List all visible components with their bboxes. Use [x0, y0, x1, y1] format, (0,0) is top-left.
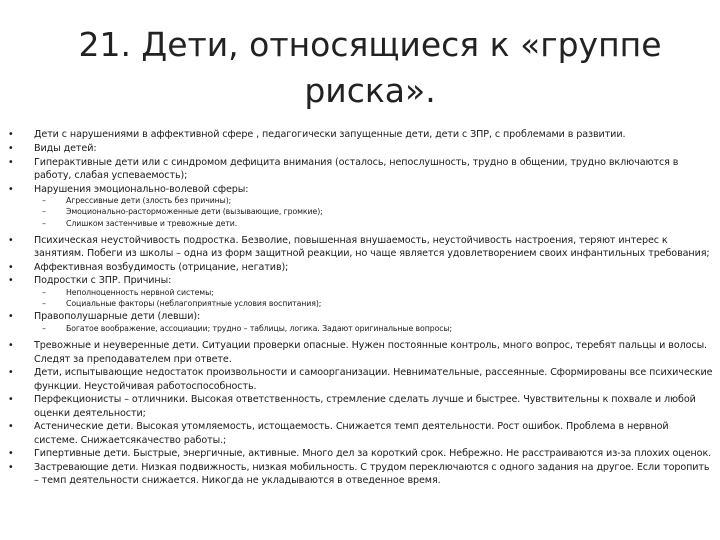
dash-icon: – [42, 288, 46, 298]
bullet-icon: • [8, 421, 14, 433]
slide-title-line-2: риска». [304, 71, 436, 110]
dash-icon: – [42, 324, 46, 334]
list-item-text: Гипертивные дети. Быстрые, энергичные, активные. Много дел за короткий срок. Небрежно. Не расстраиваются из-за плохих оценок. [34, 448, 712, 460]
bullet-icon: • [8, 462, 14, 474]
list-item-text: Перфекционисты – отличники. Высокая ответственность, стремление сделать лучше и быстрее. Чувствительны к похвале и любой оценки деятельности; [34, 394, 696, 419]
slide-content [8, 128, 714, 488]
dash-icon: – [42, 299, 46, 309]
bullet-icon: • [8, 183, 14, 195]
bullet-icon: • [8, 129, 14, 140]
list-item [8, 393, 714, 419]
bullet-icon: • [8, 448, 14, 460]
bullet-icon: • [8, 142, 14, 154]
list-item [8, 156, 714, 182]
list-item [8, 234, 714, 260]
bullet-icon: • [8, 156, 14, 168]
sub-list-item [8, 288, 714, 299]
list-item-text: Подростки с ЗПР. Причины: [34, 275, 172, 287]
list-item [8, 274, 714, 287]
sub-list-item [8, 196, 714, 207]
list-item [8, 128, 714, 141]
bullet-icon: • [8, 367, 14, 379]
list-item-text: Виды детей: [34, 142, 97, 154]
list-item [8, 310, 714, 323]
sub-list-item-text: Богатое воображение, ассоциации; трудно – таблицы, логика. Задают оригинальные вопросы; [66, 324, 453, 334]
list-item [8, 420, 714, 446]
bullet-icon: • [8, 394, 14, 406]
list-item-text: Нарушения эмоционально-волевой сферы: [34, 183, 249, 195]
list-item-text: Дети, испытывающие недостаток произвольности и самоорганизации. Невнимательные, рассеянные. Сформированы все психические функции. Неустойчивая работоспособность. [34, 367, 713, 392]
dash-icon: – [42, 196, 46, 206]
list-item [8, 142, 714, 155]
bullet-icon: • [8, 234, 14, 246]
sub-list-item [8, 207, 714, 218]
dash-icon: – [42, 218, 46, 228]
list-item-text: Дети с нарушениями в аффективной сфере , педагогически запущенные дети, дети с ЗПР, с проблемами в развитии. [34, 129, 626, 140]
sub-list-item-text: Слишком застенчивые и тревожные дети. [66, 218, 238, 228]
list-item [8, 461, 714, 487]
sub-list-item [8, 299, 714, 310]
sub-list-item-text: Эмоционально-расторможенные дети (вызывающие, громкие); [66, 207, 323, 217]
bullet-icon: • [8, 311, 14, 323]
list-item [8, 183, 714, 196]
list-item [8, 261, 714, 274]
list-item-text: Психическая неустойчивость подростка. Безволие, повышенная внушаемость, неустойчивость настроения, теряют интерес к занятиям. Побеги из школы – одна из форм защитной реакции, но чаще является удовлетворением своих инфантильных требования; [34, 234, 710, 259]
list-item-text: Тревожные и неуверенные дети. Ситуации проверки опасные. Нужен постоянные контроль, много вопрос, теребят пальцы и волосы. Следят за преподавателем при ответе. [34, 340, 707, 365]
sub-list-item-text: Агрессивные дети (злость без причины); [66, 196, 232, 206]
list-item-text: Гиперактивные дети или с синдромом дефицита внимания (осталось, непослушность, трудно в общении, трудно включаются в работу, слабая успеваемость); [34, 156, 679, 181]
list-item [8, 366, 714, 392]
slide-title [60, 22, 680, 114]
bullet-icon: • [8, 275, 14, 287]
list-item-text: Правополушарные дети (левши): [34, 311, 201, 323]
bullet-icon: • [8, 261, 14, 273]
list-item-text: Застревающие дети. Низкая подвижность, низкая мобильность. С трудом переключаются с одного задания на другое. Если торопить – темп деятельности снижается. Никогда не укладываются в отведенное время. [34, 462, 710, 487]
sub-list-item-text: Социальные факторы (неблагоприятные условия воспитания); [66, 299, 322, 309]
sub-list-item [8, 219, 714, 230]
list-item [8, 447, 714, 460]
sub-list-item [8, 324, 714, 335]
sub-list-item-text: Неполноценность нервной системы; [66, 288, 214, 298]
list-item [8, 339, 714, 365]
slide-title-line-1: 21. Дети, относящиеся к «группе [78, 25, 662, 64]
dash-icon: – [42, 207, 46, 217]
list-item-text: Астенические дети. Высокая утомляемость, истощаемость. Снижается темп деятельности. Рост ошибок. Проблема в нервной системе. Снижаетсякачество работы.; [34, 421, 669, 446]
bullet-icon: • [8, 340, 14, 352]
list-item-text: Аффективная возбудимость (отрицание, негатив); [34, 261, 289, 273]
